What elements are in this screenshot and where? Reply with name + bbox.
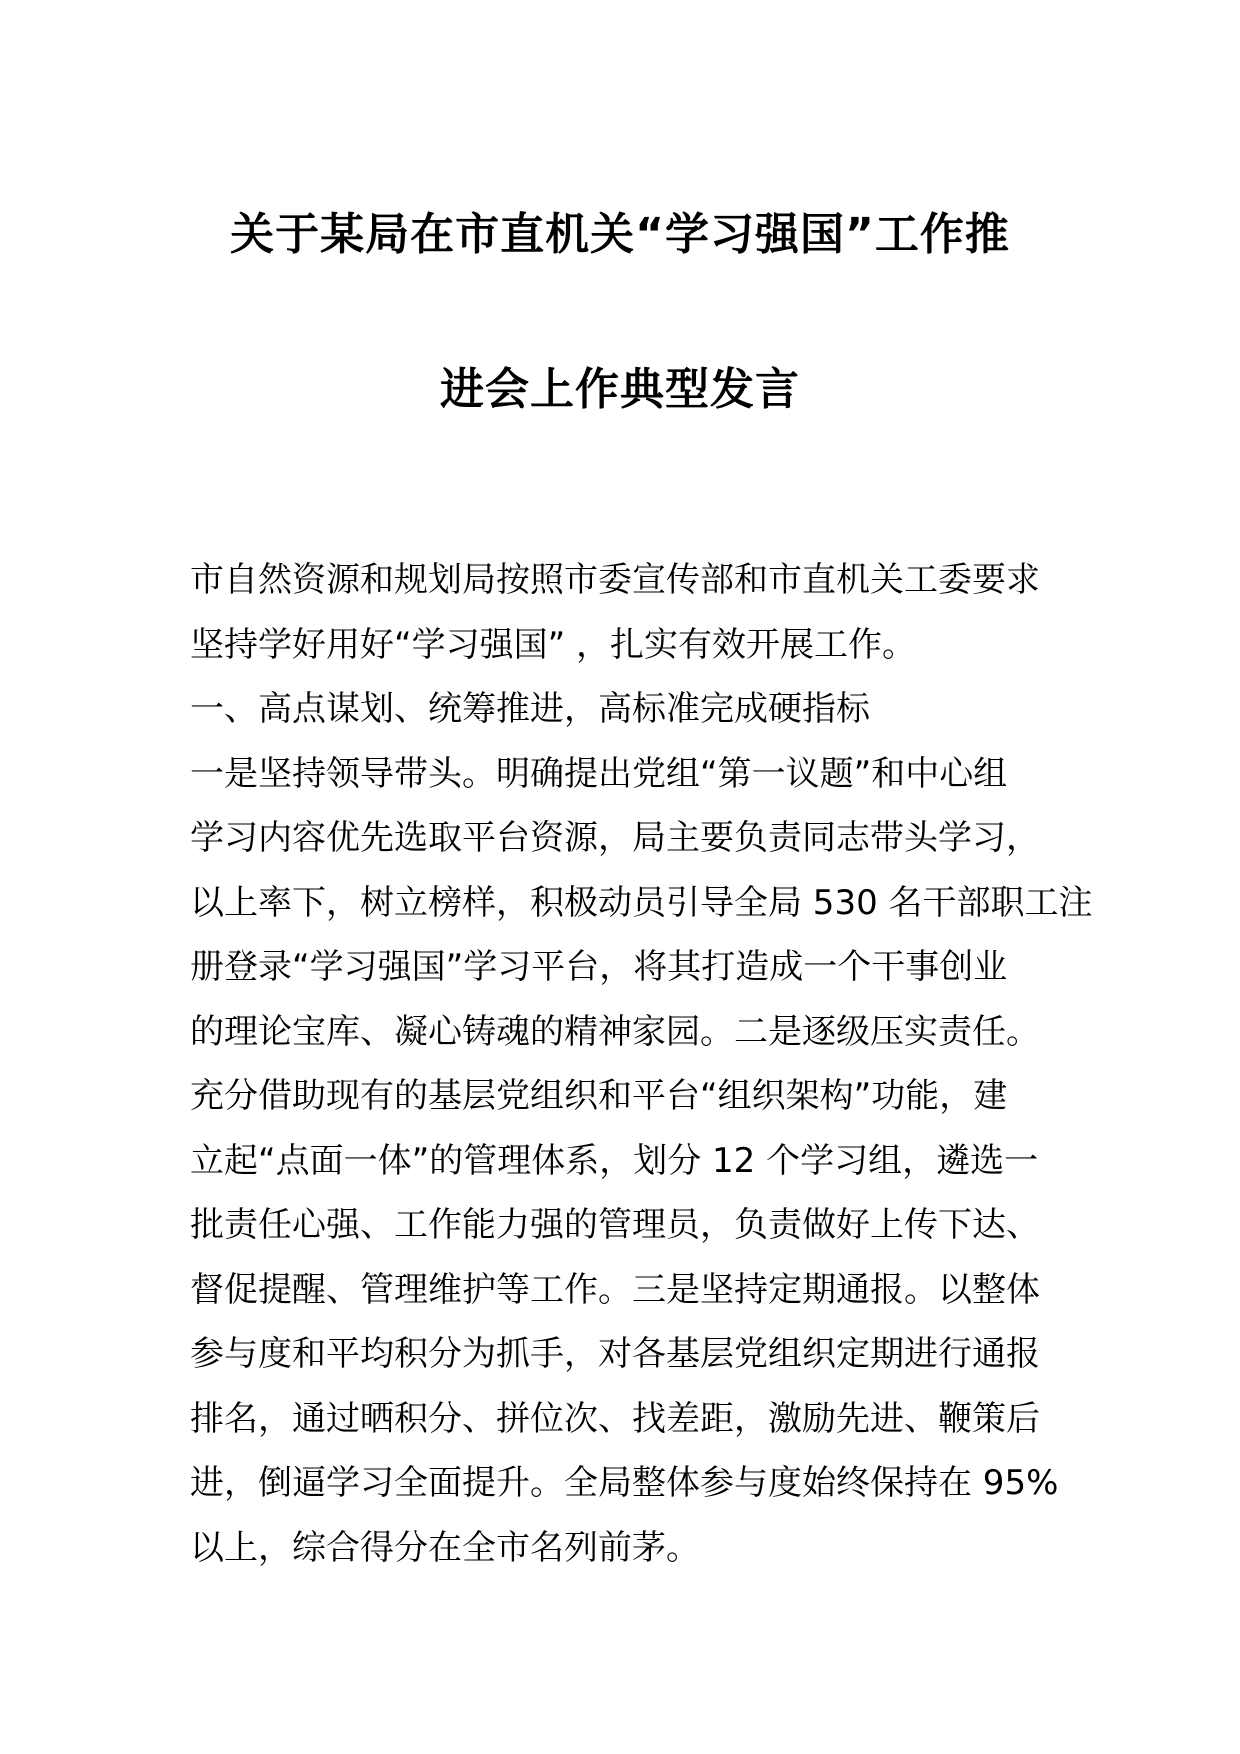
body-line: 市自然资源和规划局按照市委宣传部和市直机关工委要求 [190, 560, 1040, 600]
document-body [190, 548, 1093, 1580]
body-line: 册登录“学习强国”学习平台，将其打造成一个干事创业 [190, 947, 1008, 987]
body-line: 督促提醒、管理维护等工作。三是坚持定期通报。以整体 [190, 1269, 1040, 1310]
body-line: 学习内容优先选取平台资源，局主要负责同志带头学习， [190, 818, 1040, 858]
body-line: 充分借助现有的基层党组织和平台“组织架构”功能，建 [190, 1076, 1008, 1116]
body-line: 以上率下，树立榜样，积极动员引导全局 530 名干部职工注 [190, 882, 1093, 923]
body-line: 坚持学好用好“学习强国” ，扎实有效开展工作。 [190, 624, 917, 665]
body-line: 批责任心强、工作能力强的管理员，负责做好上传下达、 [190, 1205, 1040, 1245]
body-line: 一是坚持领导带头。明确提出党组“第一议题”和中心组 [190, 753, 1008, 794]
document-title-line-1: 关于某局在市直机关“学习强国”工作推 [230, 209, 1010, 260]
body-line: 以上，综合得分在全市名列前茅。 [190, 1527, 700, 1568]
body-line: 排名，通过晒积分、拼位次、找差距，激励先进、鞭策后 [190, 1398, 1040, 1439]
body-line: 参与度和平均积分为抓手，对各基层党组织定期进行通报 [190, 1334, 1040, 1374]
document-title-line-2: 进会上作典型发言 [440, 364, 800, 415]
body-line: 进，倒逼学习全面提升。全局整体参与度始终保持在 95% [190, 1463, 1059, 1503]
section-heading: 一、高点谋划、统筹推进，高标准完成硬指标 [190, 689, 870, 729]
body-line: 立起“点面一体”的管理体系，划分 12 个学习组，遴选一 [190, 1140, 1039, 1181]
body-line: 的理论宝库、凝心铸魂的精神家园。二是逐级压实责任。 [190, 1011, 1040, 1052]
